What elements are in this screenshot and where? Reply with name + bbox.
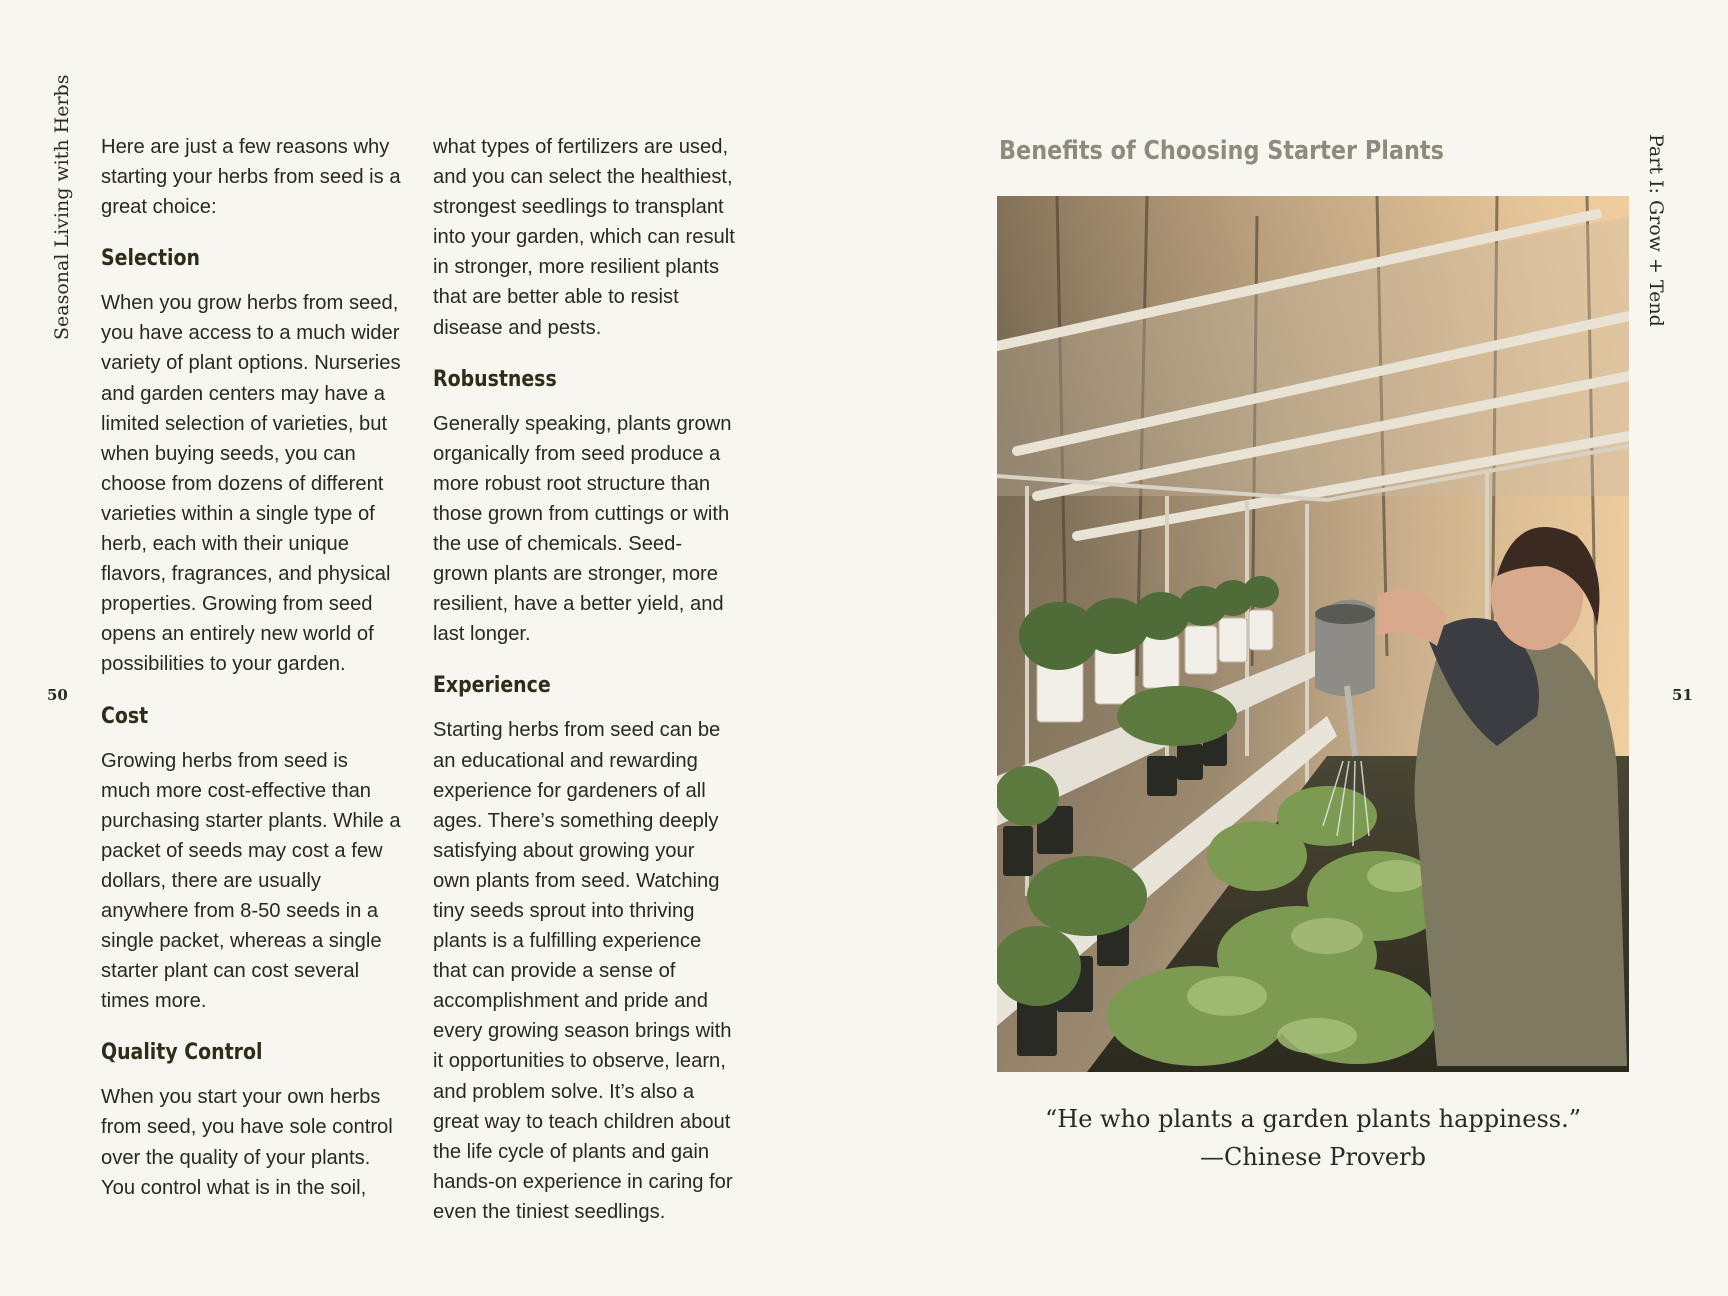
proverb-quote [997, 1100, 1629, 1176]
page-number-right: 51 [1672, 686, 1693, 704]
running-head-left: Seasonal Living with Herbs [51, 74, 73, 340]
cost-heading: Cost [101, 703, 149, 729]
text-column-1 [101, 132, 401, 1225]
selection-heading: Selection [101, 246, 200, 272]
page-number-left: 50 [47, 686, 68, 704]
intro-paragraph: Here are just a few reasons why starting your herbs from seed is a great choice: [101, 136, 401, 219]
quality-control-paragraph: When you start your own herbs from seed, you have sole control over the quality of your plants. You control what is in the soil, [101, 1086, 393, 1199]
robustness-heading: Robustness [433, 366, 557, 392]
quote-attribution: —Chinese Proverb [1200, 1143, 1426, 1171]
cost-paragraph: Growing herbs from seed is much more cost-effective than purchasing starter plants. While a packet of seeds may cost a few dollars, there are usually anywhere from 8-50 seeds in a single packet, whereas a single starter plant can cost several times more. [101, 749, 401, 1013]
robustness-paragraph: Generally speaking, plants grown organically from seed produce a more robust root structure than those grown from cuttings or with the use of chemicals. Seed-grown plants are stronger, more resilient, have a better yield, and last longer. [433, 412, 732, 646]
experience-paragraph: Starting herbs from seed can be an educational and rewarding experience for gardeners of all ages. There’s something deeply satisfying about growing your own plants from seed. Watching tiny seeds sprout into thriving plants is a fulfilling experience that can provide a sense of accomplishment and pride and every growing season brings with it opportunities to observe, learn, and problem solve. It’s also a great way to teach children about the life cycle of plants and gain hands-on experience in caring for even the tiniest seedlings. [433, 719, 733, 1223]
quote-text: “He who plants a garden plants happiness.” [1045, 1105, 1581, 1133]
quality-control-heading: Quality Control [101, 1040, 263, 1066]
text-column-2 [433, 132, 737, 1249]
greenhouse-photo [997, 196, 1629, 1072]
selection-paragraph: When you grow herbs from seed, you have access to a much wider variety of plant options. Nurseries and garden centers may have a limited selection of varieties, but when buying seeds, you can choose from dozens of different varieties within a single type of herb, each with their unique flavors, fragrances, and physical properties. Growing from seed opens an entirely new world of possibilities to your garden. [101, 292, 401, 676]
running-head-right: Part I: Grow + Tend [1645, 134, 1667, 327]
experience-heading: Experience [433, 673, 551, 699]
section-title: Benefits of Choosing Starter Plants [999, 136, 1444, 166]
quality-control-continued: what types of fertilizers are used, and you can select the healthiest, strongest seedlings to transplant into your garden, which can result in stronger, more resilient plants that are better able to resist disease and pests. [433, 136, 735, 339]
